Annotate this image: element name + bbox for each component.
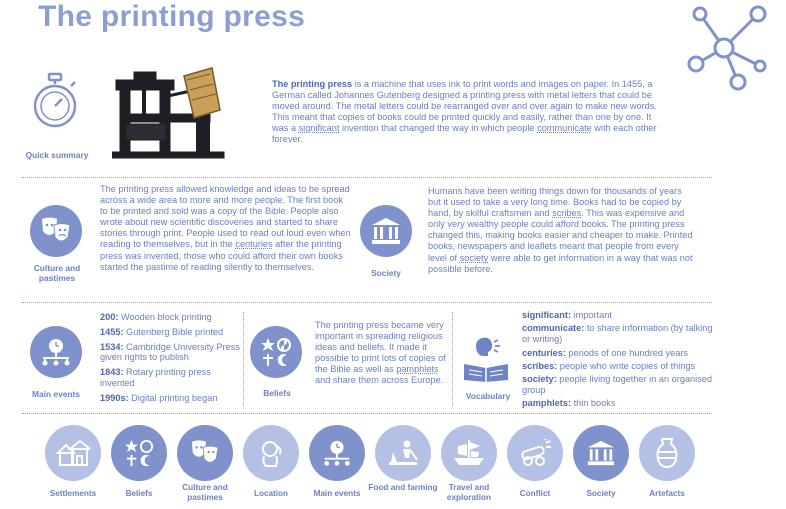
nav-label: Beliefs <box>125 489 153 498</box>
vocabulary-list <box>522 310 722 410</box>
vocab-item: significant: important <box>522 310 612 320</box>
nav-label: Culture and pastimes <box>182 483 228 502</box>
vocab-item: communicate: to share information (by talking or writing) <box>522 323 713 345</box>
cannon-icon <box>518 439 552 467</box>
timeline-icon <box>322 438 352 468</box>
nav-label: Food and farming <box>368 483 438 492</box>
nav-item-food-farming[interactable] <box>368 425 438 493</box>
culture-circle <box>30 205 82 257</box>
divider <box>22 413 712 414</box>
nav-label: Location <box>253 489 289 498</box>
location-icon <box>256 438 286 468</box>
culture-part-b: after the printing press was invented, those who could afford their own books started the pastime of reading silently to themselves. <box>100 239 343 272</box>
main-events-circle <box>30 326 82 378</box>
society-part-b: . This was expensive and only very wealthy people could afford books. The printing press changed this, making books easier and cheaper to make. Printed books, newspapers and leaflets meant that people from every level of <box>428 208 693 263</box>
nav-label: Travel and exploration <box>446 483 492 502</box>
artefacts-circle[interactable] <box>639 425 695 481</box>
summary-lead: The printing press <box>272 79 353 89</box>
society-icon <box>586 439 616 467</box>
nav-label: Conflict <box>519 489 551 498</box>
conflict-circle[interactable] <box>507 425 563 481</box>
beliefs-circle <box>250 326 302 378</box>
summary-part-c: with each other forever. <box>272 123 657 145</box>
beliefs-icon <box>123 438 155 468</box>
divider <box>22 177 712 178</box>
summary-text <box>272 79 664 146</box>
main-events-list <box>100 312 240 404</box>
summary-part-b: invention that changed the way in which people <box>339 123 538 134</box>
farming-icon <box>387 438 419 468</box>
event-item: 1534: Cambridge University Press given rights to publish <box>100 341 240 363</box>
ship-icon <box>452 438 486 468</box>
glossary-link-pamphlets[interactable]: pamphlets <box>396 364 439 375</box>
nav-label: Society <box>586 489 616 498</box>
event-item: 1843: Rotary printing press invented <box>100 367 211 388</box>
nav-item-location[interactable] <box>236 425 306 499</box>
culture-label: Culture and pastimes <box>33 263 81 283</box>
beliefs-part-a: The printing press became very important in spreading religious ideas and beliefs. It made it possible to print lots of copies of the Bible as well as <box>315 320 446 375</box>
nav-label: Main events <box>313 489 361 498</box>
location-circle[interactable] <box>243 425 299 481</box>
vase-icon <box>654 437 680 469</box>
beliefs-text <box>315 320 447 387</box>
nav-item-society[interactable] <box>566 425 636 499</box>
vocab-item: scribes: people who write copies of things <box>522 360 696 371</box>
beliefs-icon <box>259 336 293 368</box>
nav-item-culture[interactable] <box>170 425 240 502</box>
event-item: 1990s: Digital printing began <box>100 392 218 403</box>
vocabulary-icon <box>460 334 514 384</box>
society-part-a: Humans have been writing things down for thousands of years but it used to take a very long time. Books had to be copied by hand, by skilful craftsmen and <box>428 186 682 219</box>
glossary-link-significant[interactable]: significant <box>298 123 340 134</box>
culture-text <box>100 184 352 273</box>
divider <box>452 312 453 406</box>
society-circle <box>360 205 412 257</box>
beliefs-part-b: and share them across Europe. <box>315 375 444 386</box>
theatre-masks-icon <box>39 216 73 246</box>
summary-part-a: is a machine that uses ink to print words and images on paper. In 1455, a German called Johannes Gutenberg designed a printing press with metal letters that could be moved around. The metal letters could be rearranged over and over again to make new words. This meant that copies of books could be printed quickly and easily, rather than one by one. It was a <box>272 79 657 134</box>
main-events-nav-circle[interactable] <box>309 425 365 481</box>
event-item: 1455: Gutenberg Bible printed <box>100 326 224 337</box>
quick-summary-label: Quick summary <box>25 150 89 160</box>
timeline-icon <box>40 336 72 368</box>
glossary-link-scribes[interactable]: scribes <box>552 208 582 219</box>
nav-item-settlements[interactable] <box>38 425 108 499</box>
society-icon <box>370 216 402 246</box>
food-farming-circle[interactable] <box>375 425 431 481</box>
main-events-label: Main events <box>32 389 80 399</box>
nav-item-artefacts[interactable] <box>632 425 702 499</box>
travel-circle[interactable] <box>441 425 497 481</box>
society-nav-circle[interactable] <box>573 425 629 481</box>
divider <box>22 302 712 303</box>
topic-nav <box>38 425 718 509</box>
vocab-item: centuries: periods of one hundred years <box>522 347 688 358</box>
nav-item-conflict[interactable] <box>500 425 570 499</box>
page-title: The printing press <box>38 0 306 33</box>
nav-item-beliefs[interactable] <box>104 425 174 499</box>
society-label: Society <box>371 268 401 278</box>
society-text <box>428 186 696 275</box>
glossary-link-centuries[interactable]: centuries <box>235 239 273 250</box>
printing-press-image <box>112 66 232 162</box>
society-part-c: were able to get information in a way that was not possible before. <box>428 252 693 274</box>
glossary-link-communicate[interactable]: communicate <box>537 123 592 134</box>
theatre-masks-icon <box>189 439 221 467</box>
stopwatch-icon <box>30 72 80 130</box>
beliefs-label: Beliefs <box>263 388 291 398</box>
vocab-item: society: people living together in an organised group <box>522 374 713 396</box>
culture-nav-circle[interactable] <box>177 425 233 481</box>
vocabulary-label: Vocabulary <box>465 391 511 401</box>
glossary-link-society[interactable]: society <box>459 252 489 263</box>
settlements-circle[interactable] <box>45 425 101 481</box>
nav-item-travel[interactable] <box>434 425 504 502</box>
nav-item-main-events[interactable] <box>302 425 372 499</box>
culture-part-a: The printing press allowed knowledge and ideas to be spread across a wide area to more and more people. The first book to be printed and sold was a copy of the Bible. People also wrote about new scientific discoveries and started to share stories through print. People used to read out loud even when reading to themselves, but in the <box>100 184 351 250</box>
event-item: 200: Wooden block printing <box>100 312 212 322</box>
beliefs-nav-circle[interactable] <box>111 425 167 481</box>
network-icon <box>672 0 772 100</box>
nav-label: Settlements <box>49 489 97 498</box>
nav-label: Artefacts <box>649 489 685 498</box>
settlements-icon <box>56 439 90 467</box>
vocab-item: pamphlets: thin books <box>522 398 616 409</box>
